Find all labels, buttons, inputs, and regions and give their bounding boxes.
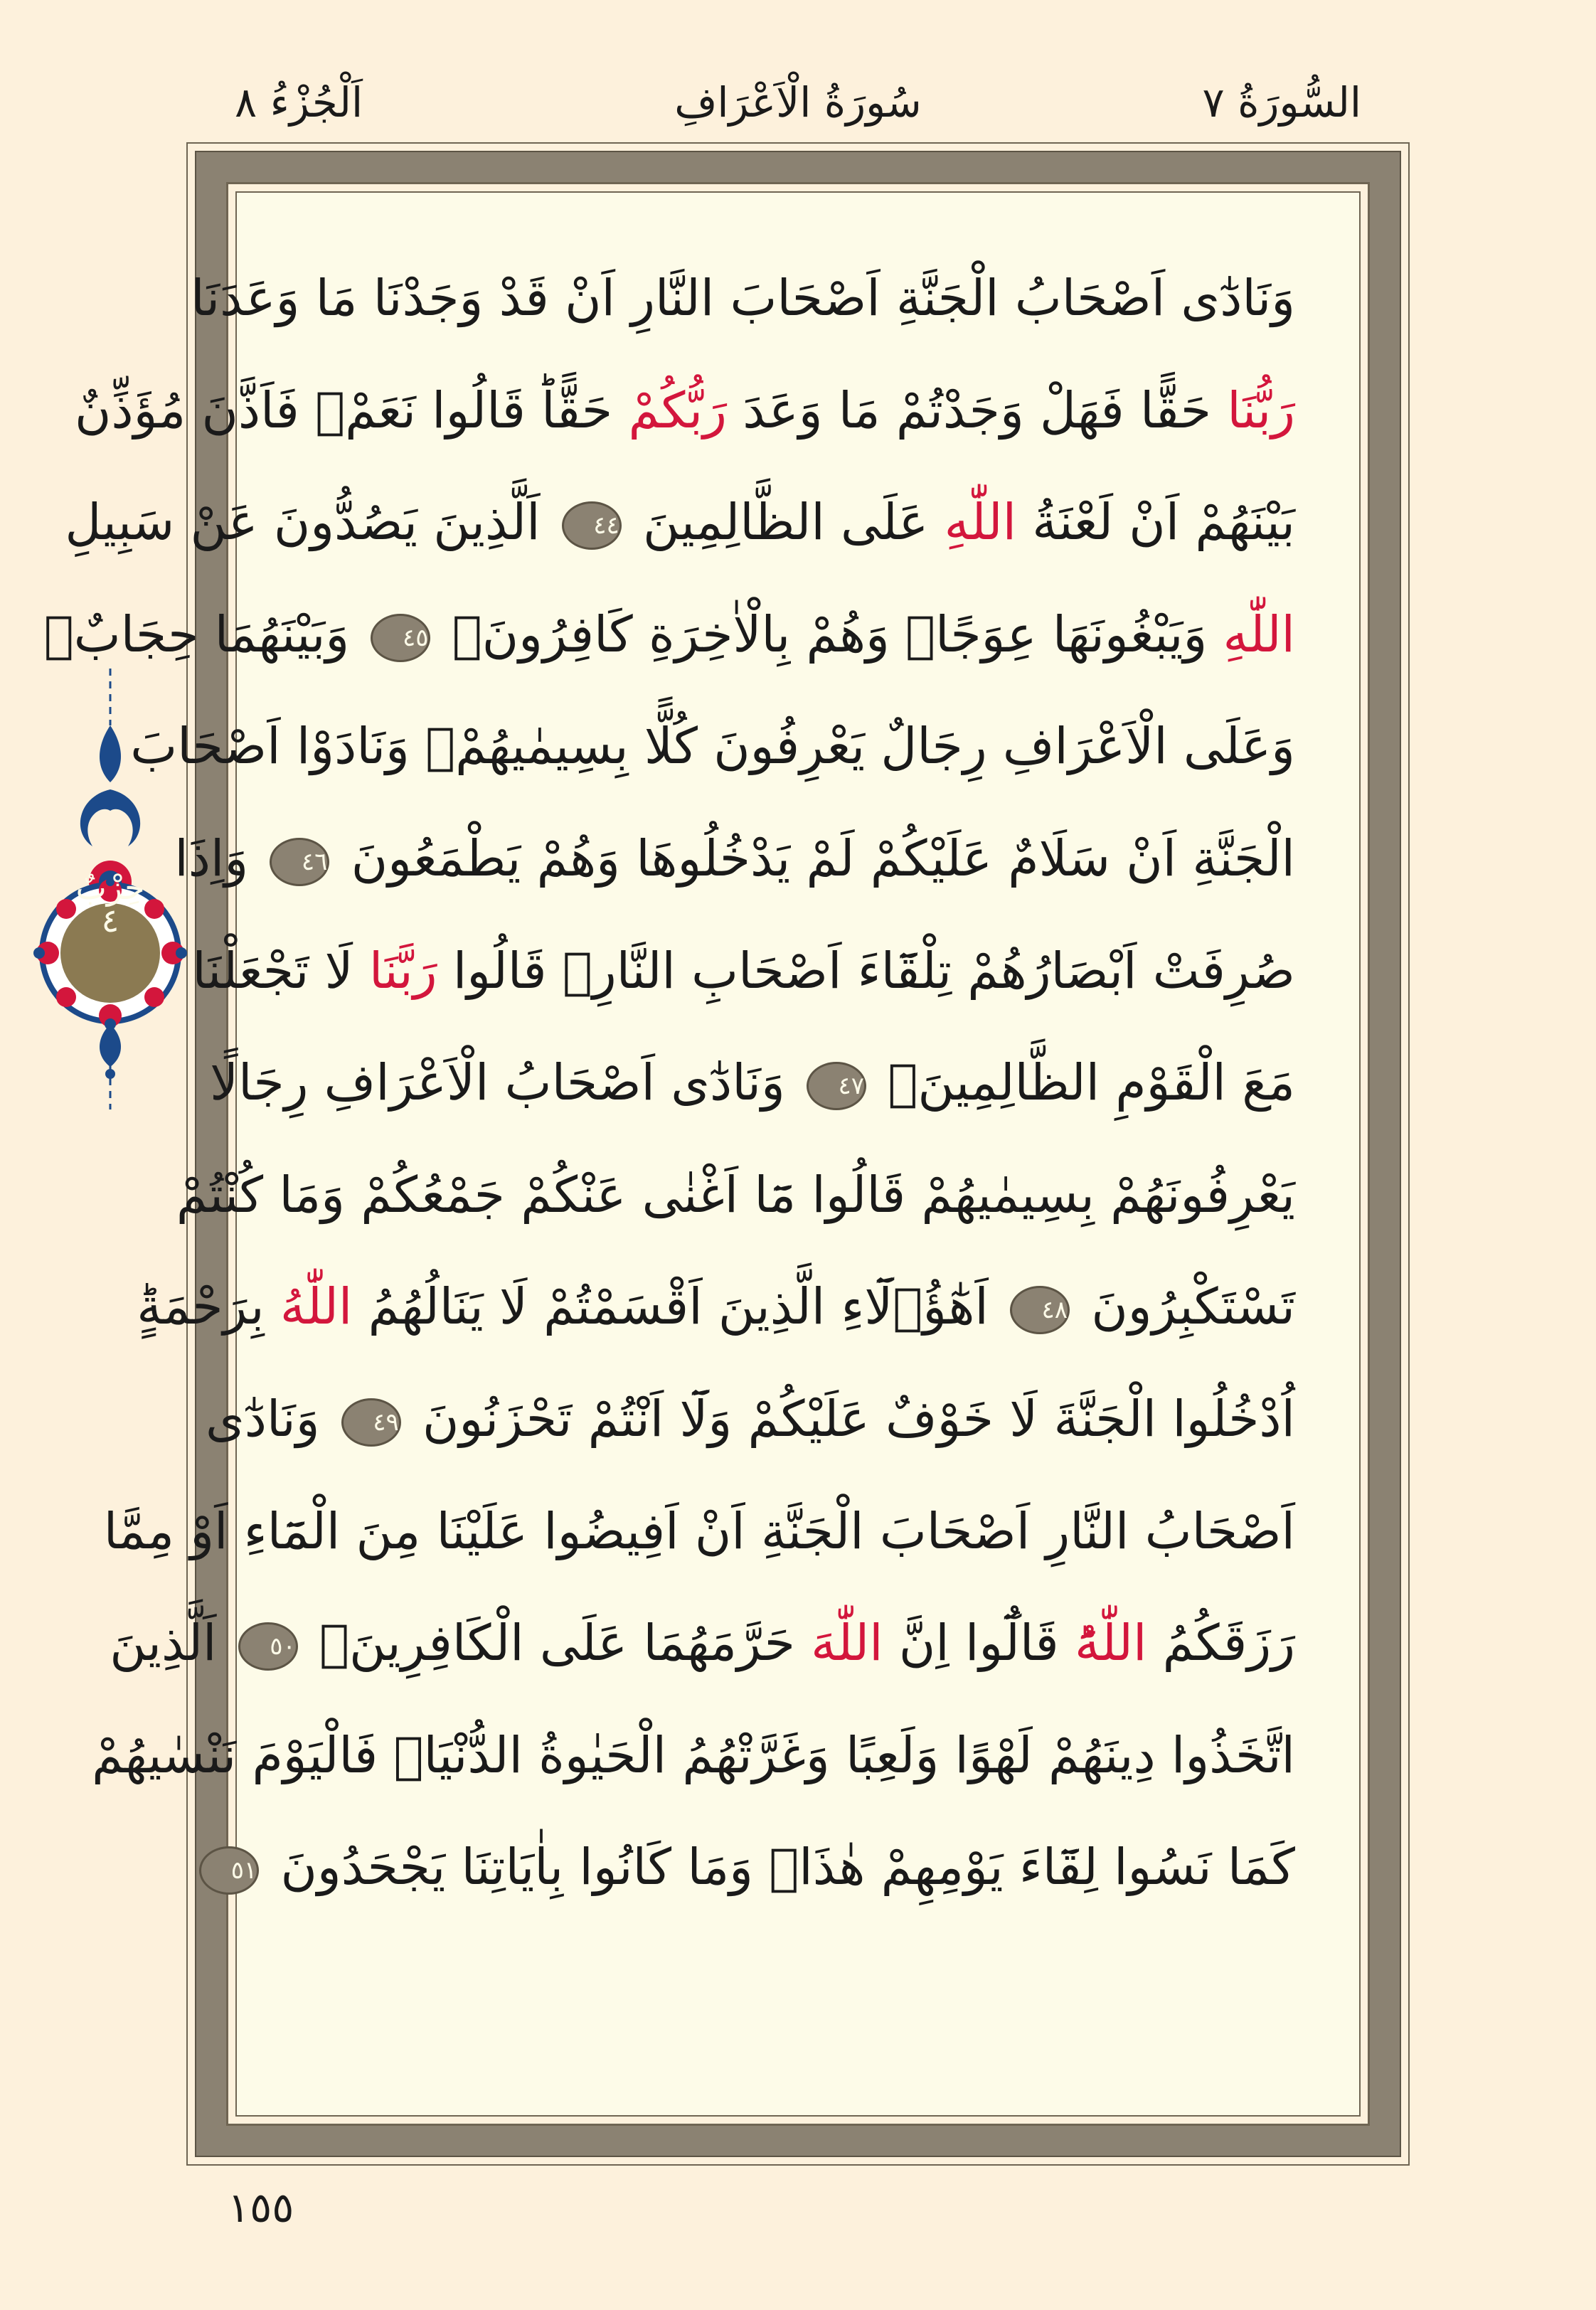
divine-name-text: رَبُّكُمْ: [628, 380, 727, 440]
verse-text: حَقًّا فَهَلْ وَجَدْتُمْ مَا وَعَدَ: [726, 380, 1228, 440]
divine-name-text: اللّٰهُؕ: [1074, 1614, 1147, 1673]
verse-line: [192, 915, 1295, 1028]
hizb-word: حِزْبٌ: [75, 868, 145, 907]
verse-text: وَاِذَا: [174, 829, 265, 888]
header-juz: اَلْجُزْءُ ٨: [235, 78, 363, 127]
verse-line: [230, 1811, 1295, 1924]
verse-text: وَنَادٰٓى: [205, 1389, 336, 1448]
verse-line: [92, 1700, 1295, 1812]
verse-text: لَا تَجْعَلْنَا: [192, 941, 369, 1000]
verse-text: بَيْنَهُمْ اَنْ لَعْنَةُ: [1016, 493, 1295, 552]
verse-line: [65, 467, 1295, 579]
verse-text: اُدْخُلُوا الْجَنَّةَ لَا خَوْفٌ عَلَيْكُمْ وَلَٓا اَنْتُمْ تَحْزَنُونَ: [406, 1389, 1295, 1448]
verse-text: وَنَادٰٓى اَصْحَابُ الْجَنَّةِ اَصْحَابَ النَّارِ اَنْ قَدْ وَجَدْنَا مَا وَعَدَنَا: [191, 269, 1295, 327]
verse-line: [74, 355, 1295, 467]
verse-text: كَمَا نَسُوا لِقَٓاءَ يَوْمِهِمْ هٰذَاۙ وَمَا كَانُوا بِاٰيَاتِنَا يَجْحَدُونَ: [265, 1838, 1295, 1897]
verse-text: يَعْرِفُونَهُمْ بِسِيمٰيهُمْ قَالُوا مَٓا اَغْنٰى عَنْكُمْ جَمْعُكُمْ وَمَا كُنْتُمْ: [176, 1165, 1295, 1224]
verse-text: حَرَّمَهُمَا عَلَى الْكَافِرِينَۙ: [303, 1614, 812, 1673]
verse-line: [137, 1251, 1295, 1363]
divine-name-text: اللّٰهَ: [811, 1614, 883, 1673]
verse-line: [174, 803, 1295, 915]
verse-text: بِرَحْمَةٍؕ: [137, 1277, 280, 1336]
verse-line: [43, 579, 1295, 691]
verse-text: تَسْتَكْبِرُونَ: [1075, 1277, 1295, 1336]
ayah-number-marker: ٤٨: [1010, 1286, 1070, 1334]
verse-text: اتَّخَذُوا دِينَهُمْ لَهْوًا وَلَعِبًا وَغَرَّتْهُمُ الْحَيٰوةُ الدُّنْيَاۚ فَالْيَوْمَ نَنْسٰيهُمْ: [92, 1725, 1295, 1784]
divine-name-text: اللّٰهِ: [1223, 605, 1295, 664]
verse-text: اَلَّذِينَ: [110, 1614, 233, 1673]
verse-line: [130, 691, 1295, 803]
verse-text: عَلَى الظَّالِمِينَ: [627, 493, 945, 552]
verse-text: وَيَبْغُونَهَا عِوَجًاۚ وَهُمْ بِالْاٰخِرَةِ كَافِرُونَۢ: [436, 605, 1223, 664]
verse-line: [103, 1476, 1295, 1588]
ayah-number-marker: ٤٥: [371, 614, 430, 662]
verse-line: [110, 1587, 1295, 1700]
verse-text: حَقًّاؕ قَالُوا نَعَمْۚ فَاَذَّنَ مُؤَذِّنٌ: [74, 380, 629, 440]
ayah-number-marker: ٤٤: [562, 501, 622, 550]
verse-text: وَبَيْنَهُمَا حِجَابٌۚ: [43, 605, 366, 664]
divine-name-text: اللّٰهِ: [944, 493, 1017, 552]
ayah-number-marker: ٤٧: [807, 1062, 866, 1110]
verse-text: اَهٰٓؤُ۬لَٓاءِ الَّذِينَ اَقْسَمْتُمْ لَا يَنَالُهُمُ: [352, 1277, 1005, 1336]
hizb-number: ٤: [101, 901, 119, 940]
verse-line: [191, 243, 1295, 355]
verse-text: وَنَادٰٓى اَصْحَابُ الْاَعْرَافِ رِجَالًا: [210, 1053, 802, 1112]
ayah-number-marker: ٥١: [199, 1846, 259, 1895]
verse-line: [205, 1363, 1295, 1476]
verse-text: الْجَنَّةِ اَنْ سَلَامٌ عَلَيْكُمْ لَمْ يَدْخُلُوهَا وَهُمْ يَطْمَعُونَ: [335, 829, 1295, 888]
ayah-number-marker: ٥٠: [238, 1622, 298, 1671]
verse-line: [210, 1027, 1295, 1139]
verse-text: قَالُٓوا اِنَّ: [883, 1614, 1075, 1673]
verse-text: اَصْحَابُ النَّارِ اَصْحَابَ الْجَنَّةِ اَنْ اَفِيضُوا عَلَيْنَا مِنَ الْمَٓاءِ اَوْ مِمَّا: [103, 1501, 1295, 1560]
divine-name-text: اللّٰهُ: [280, 1277, 353, 1336]
header-surah-name: سُورَةُ الْاَعْرَافِ: [674, 78, 922, 127]
verse-text: صُرِفَتْ اَبْصَارُهُمْ تِلْقَٓاءَ اَصْحَابِ النَّارِۙ قَالُوا: [437, 941, 1295, 1000]
verse-text: وَعَلَى الْاَعْرَافِ رِجَالٌ يَعْرِفُونَ كُلًّا بِسِيمٰيهُمْۚ وَنَادَوْا اَصْحَابَ: [130, 717, 1295, 776]
divine-name-text: رَبُّنَا: [1227, 380, 1295, 440]
divine-name-text: رَبَّنَا: [368, 941, 437, 1000]
verse-text: رَزَقَكُمُ: [1147, 1614, 1295, 1673]
ayah-number-marker: ٤٩: [341, 1398, 401, 1447]
verse-text: مَعَ الْقَوْمِ الظَّالِمِينَ۟: [872, 1053, 1295, 1112]
hizb-label: [39, 868, 181, 940]
ayah-number-marker: ٤٦: [270, 838, 329, 886]
verse-text: اَلَّذِينَ يَصُدُّونَ عَنْ سَبِيلِ: [65, 493, 556, 552]
verse-line: [176, 1139, 1295, 1252]
header-surah-number: السُّورَةُ ٧: [1202, 78, 1361, 127]
page-number: ١٥٥: [228, 2183, 294, 2232]
